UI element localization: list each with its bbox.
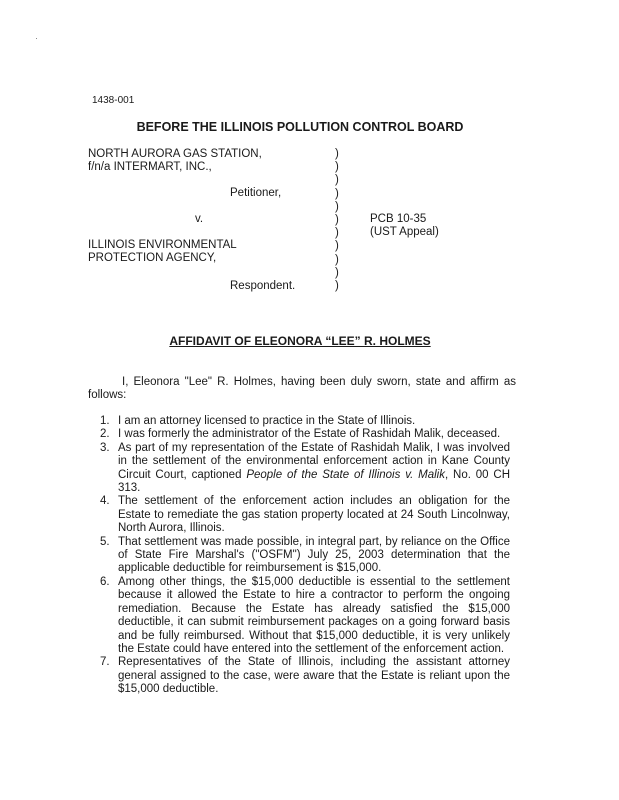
paren: ) xyxy=(335,200,339,213)
item-text: Representatives of the State of Illinois, including the assistant attorney general assigned to the case, were aware that the Estate is reliant upon the $15,000 deductible. xyxy=(118,656,510,696)
petitioner-name-line1: NORTH AURORA GAS STATION, xyxy=(88,148,262,160)
list-item xyxy=(100,415,510,428)
scan-speck xyxy=(36,38,37,39)
affidavit-title: AFFIDAVIT OF ELEONORA “LEE” R. HOLMES xyxy=(169,334,431,348)
item-text-part: As part of my representation of the Estate of Rashidah Malik, I was involved in the settlement of the environmental enforcement action in Kane County Circuit Court, captioned xyxy=(118,441,510,481)
item-text xyxy=(118,442,510,496)
item-number: 7. xyxy=(100,656,110,669)
list-item xyxy=(100,428,510,441)
respondent-role: Respondent. xyxy=(230,280,296,292)
list-item xyxy=(100,576,510,656)
petitioner-name-line2: f/n/a INTERMART, INC., xyxy=(88,161,212,173)
list-item xyxy=(100,536,510,576)
paren: ) xyxy=(335,187,339,200)
case-number: PCB 10-35 xyxy=(370,213,427,225)
case-caption-italic: People of the State of Illinois v. Malik xyxy=(246,468,445,481)
item-text: I am an attorney licensed to practice in the State of Illinois. xyxy=(118,415,416,427)
respondent-name-line1: ILLINOIS ENVIRONMENTAL xyxy=(88,239,237,251)
case-type: (UST Appeal) xyxy=(370,226,439,238)
item-text: That settlement was made possible, in integral part, by reliance on the Office of State Fire Marshal's ("OSFM") July 25, 2003 determination that the applicable deductible for reimbursement is $15,000. xyxy=(118,535,510,575)
item-text: The settlement of the enforcement action includes an obligation for the Estate to remediate the gas station property located at 24 South Lincolnway, North Aurora, Illinois. xyxy=(118,495,510,535)
item-text: I was formerly the administrator of the Estate of Rashidah Malik, deceased. xyxy=(118,428,501,441)
paren: ) xyxy=(335,266,339,279)
paren: ) xyxy=(335,174,339,187)
paren: ) xyxy=(335,253,339,266)
numbered-statements xyxy=(100,415,510,697)
item-number: 5. xyxy=(100,535,110,548)
item-text: Among other things, the $15,000 deductible is essential to the settlement because it allowed the Estate to hire a contractor to perform the ongoing remediation. Because the Estate has already satisfied the $15,000 deductible, it can submit reimbursement packages on a going forward basis and be fully reimbursed. Without that $15,000 deductible, it is very unlikely the Estate could have entered into the settlement of the enforcement action. xyxy=(118,575,510,655)
caption-parentheses xyxy=(335,148,345,293)
item-number: 2. xyxy=(100,428,110,441)
respondent-name-line2: PROTECTION AGENCY, xyxy=(88,252,217,264)
document-number: 1438-001 xyxy=(92,95,135,106)
list-item xyxy=(100,495,510,535)
versus-label: v. xyxy=(195,213,204,225)
item-number: 6. xyxy=(100,575,110,588)
paren: ) xyxy=(335,240,339,253)
intro-paragraph: I, Eleonora "Lee" R. Holmes, having been duly sworn, state and affirm as follows: xyxy=(88,376,516,402)
petitioner-role: Petitioner, xyxy=(230,187,282,199)
item-number: 4. xyxy=(100,495,110,508)
paren: ) xyxy=(335,227,339,240)
item-text-part: , No. 00 CH 313. xyxy=(118,468,511,495)
paren: ) xyxy=(335,214,339,227)
paren: ) xyxy=(335,161,339,174)
item-number: 1. xyxy=(100,415,110,427)
list-item xyxy=(100,656,510,696)
item-number: 3. xyxy=(100,441,110,454)
list-item xyxy=(100,442,510,496)
paren: ) xyxy=(335,148,339,160)
paren: ) xyxy=(335,280,339,293)
board-heading: BEFORE THE ILLINOIS POLLUTION CONTROL BOARD xyxy=(136,120,464,134)
